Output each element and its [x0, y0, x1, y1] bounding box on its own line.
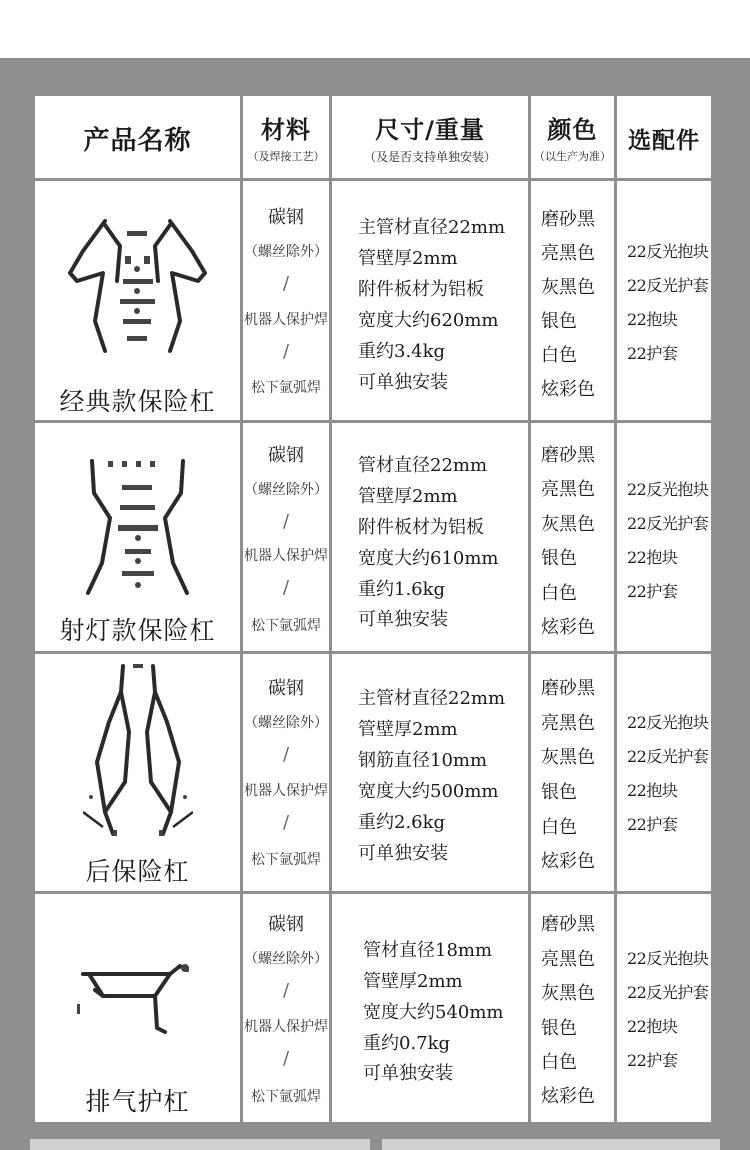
- header-material: [243, 96, 329, 178]
- color-option: 银色: [541, 782, 577, 803]
- header-color-sub: （以生产为准）: [534, 150, 611, 163]
- material-main: 碳钢: [268, 445, 304, 466]
- color-option: 亮黑色: [541, 713, 595, 734]
- spec-line: 主管材直径22mm: [358, 217, 506, 238]
- material-note: （螺丝除外）: [244, 244, 328, 260]
- color-option: 炫彩色: [541, 617, 595, 638]
- spec-line: 重约2.6kg: [358, 812, 446, 833]
- header-material-sub: （及焊接工艺）: [247, 150, 325, 163]
- material-argon-weld: 松下氩弧焊: [251, 852, 321, 868]
- material-note: （螺丝除外）: [244, 482, 328, 498]
- material-slash: /: [282, 812, 290, 833]
- material-argon-weld: 松下氩弧焊: [251, 618, 321, 634]
- header-material-label: 材料: [261, 116, 311, 144]
- color-option: 磨砂黑: [541, 914, 595, 935]
- spec-line: 管壁厚2mm: [358, 719, 458, 740]
- accessories-cell: [617, 423, 711, 651]
- accessory-item: 22反光抱块: [627, 242, 709, 261]
- spotlight-bumper-image: [80, 453, 195, 603]
- spec-line: 管壁厚2mm: [358, 486, 458, 507]
- exhaust-guard-image: [75, 956, 195, 1046]
- spec-line: 管壁厚2mm: [363, 971, 463, 992]
- material-robot-weld: 机器人保护焊: [244, 1019, 328, 1035]
- product-name: 后保险杠: [85, 857, 190, 886]
- material-argon-weld: 松下氩弧焊: [251, 1089, 321, 1105]
- color-option: 亮黑色: [541, 949, 595, 970]
- color-option: 灰黑色: [541, 514, 595, 535]
- accessory-item: 22抱块: [627, 310, 678, 329]
- color-option: 白色: [541, 817, 577, 838]
- color-option: 磨砂黑: [541, 445, 595, 466]
- classic-bumper-image: [65, 211, 210, 356]
- spec-line: 管壁厚2mm: [358, 248, 458, 269]
- material-slash: /: [282, 980, 290, 1001]
- material-main: 碳钢: [268, 207, 304, 228]
- spec-line: 附件板材为铝板: [358, 279, 484, 300]
- accessory-item: 22抱块: [627, 1017, 678, 1036]
- material-slash: /: [282, 1048, 290, 1069]
- material-robot-weld: 机器人保护焊: [244, 312, 328, 328]
- material-slash: /: [282, 577, 290, 598]
- header-color-label: 颜色: [547, 116, 598, 144]
- header-product-name: [35, 96, 240, 178]
- color-option: 银色: [541, 548, 577, 569]
- color-option: 亮黑色: [541, 479, 595, 500]
- accessory-item: 22护套: [627, 344, 678, 363]
- material-note: （螺丝除外）: [244, 715, 328, 731]
- color-cell: [531, 423, 614, 651]
- material-slash: /: [282, 273, 290, 294]
- color-option: 白色: [541, 1052, 577, 1073]
- accessories-cell: [617, 654, 711, 891]
- material-note: （螺丝除外）: [244, 951, 328, 967]
- accessory-item: 22抱块: [627, 781, 678, 800]
- color-cell: [531, 654, 614, 891]
- product-cell-exhaust: [35, 894, 240, 1122]
- header-size-label: 尺寸/重量: [375, 116, 485, 144]
- accessory-item: 22反光护套: [627, 983, 709, 1002]
- header-size-sub: （及是否支持单独安装）: [363, 150, 496, 164]
- size-cell: [332, 654, 528, 891]
- color-cell: [531, 894, 614, 1122]
- accessory-item: 22反光抱块: [627, 949, 709, 968]
- color-option: 磨砂黑: [541, 678, 595, 699]
- color-option: 炫彩色: [541, 851, 595, 872]
- spec-line: 宽度大约500mm: [358, 781, 499, 802]
- color-option: 灰黑色: [541, 983, 595, 1004]
- spec-line: 重约0.7kg: [363, 1033, 451, 1054]
- color-option: 炫彩色: [541, 1086, 595, 1107]
- spec-line: 可单独安装: [358, 372, 448, 393]
- color-cell: [531, 181, 614, 420]
- size-cell: [332, 423, 528, 651]
- spec-line: 可单独安装: [358, 843, 448, 864]
- header-color: [531, 96, 614, 178]
- color-option: 银色: [541, 1018, 577, 1039]
- spec-line: 钢筋直径10mm: [358, 750, 488, 771]
- material-argon-weld: 松下氩弧焊: [251, 380, 321, 396]
- accessory-item: 22反光抱块: [627, 480, 709, 499]
- top-white-band: [0, 0, 750, 58]
- material-robot-weld: 机器人保护焊: [244, 783, 328, 799]
- material-main: 碳钢: [268, 914, 304, 935]
- product-cell-classic: [35, 181, 240, 420]
- rear-bumper-image: [83, 662, 193, 842]
- spec-line: 宽度大约540mm: [363, 1002, 504, 1023]
- product-name: 经典款保险杠: [59, 387, 216, 416]
- material-cell: [243, 423, 329, 651]
- material-robot-weld: 机器人保护焊: [244, 548, 328, 564]
- accessories-cell: [617, 181, 711, 420]
- accessory-item: 22反光抱块: [627, 713, 709, 732]
- bottom-divider-right: [382, 1139, 720, 1150]
- color-option: 亮黑色: [541, 243, 595, 264]
- accessory-item: 22护套: [627, 582, 678, 601]
- accessory-item: 22护套: [627, 1051, 678, 1070]
- accessory-item: 22抱块: [627, 548, 678, 567]
- material-cell: [243, 894, 329, 1122]
- spec-line: 重约1.6kg: [358, 579, 446, 600]
- product-name: 射灯款保险杠: [59, 616, 216, 645]
- material-slash: /: [282, 341, 290, 362]
- bottom-divider-left: [30, 1139, 370, 1150]
- material-slash: /: [282, 511, 290, 532]
- size-cell: [332, 181, 528, 420]
- spec-line: 管材直径22mm: [358, 455, 488, 476]
- material-main: 碳钢: [268, 678, 304, 699]
- spec-line: 可单独安装: [363, 1063, 453, 1084]
- product-cell-rear: [35, 654, 240, 891]
- spec-line: 宽度大约620mm: [358, 310, 499, 331]
- header-accessories-label: 选配件: [628, 128, 700, 154]
- material-slash: /: [282, 744, 290, 765]
- material-cell: [243, 654, 329, 891]
- color-option: 白色: [541, 345, 577, 366]
- color-option: 炫彩色: [541, 379, 595, 400]
- color-option: 磨砂黑: [541, 209, 595, 230]
- color-option: 白色: [541, 583, 577, 604]
- spec-line: 可单独安装: [358, 609, 448, 630]
- spec-line: 重约3.4kg: [358, 341, 446, 362]
- accessories-cell: [617, 894, 711, 1122]
- accessory-item: 22护套: [627, 815, 678, 834]
- product-name: 排气护杠: [85, 1087, 190, 1116]
- product-cell-spotlight: [35, 423, 240, 651]
- spec-line: 管材直径18mm: [363, 940, 493, 961]
- header-accessories: [617, 96, 711, 178]
- material-cell: [243, 181, 329, 420]
- spec-line: 附件板材为铝板: [358, 517, 484, 538]
- accessory-item: 22反光护套: [627, 276, 709, 295]
- header-size: [332, 96, 528, 178]
- color-option: 灰黑色: [541, 277, 595, 298]
- color-option: 灰黑色: [541, 747, 595, 768]
- color-option: 银色: [541, 311, 577, 332]
- accessory-item: 22反光护套: [627, 514, 709, 533]
- spec-line: 主管材直径22mm: [358, 688, 506, 709]
- spec-line: 宽度大约610mm: [358, 548, 499, 569]
- size-cell: [332, 894, 528, 1122]
- header-product-name-label: 产品名称: [83, 126, 192, 156]
- accessory-item: 22反光护套: [627, 747, 709, 766]
